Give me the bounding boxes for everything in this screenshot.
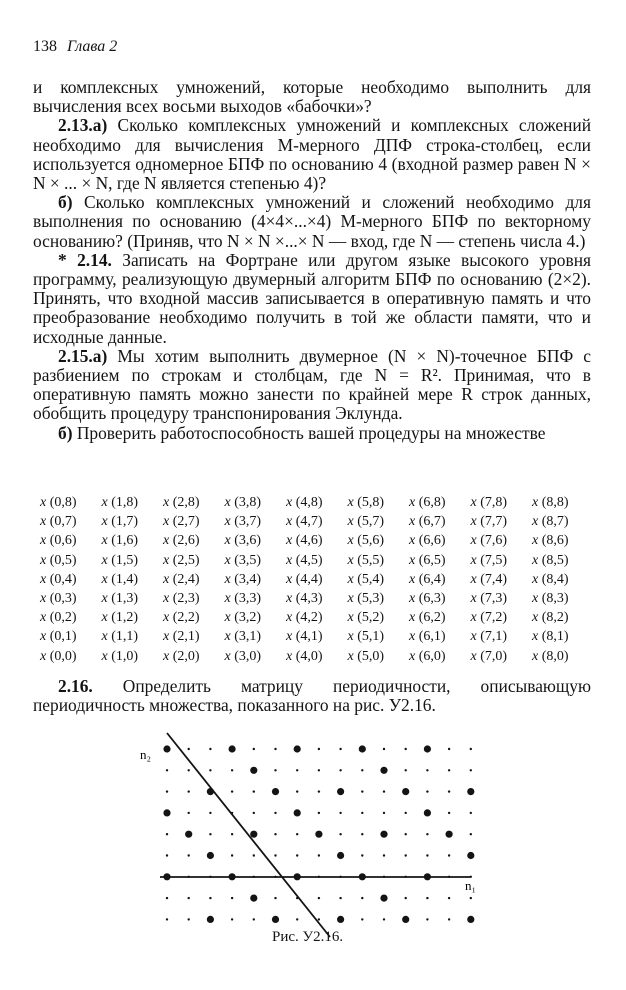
matrix-cell: x (2,3): [163, 591, 200, 607]
matrix-cell: x (8,5): [532, 552, 569, 568]
matrix-cell: x (7,3): [470, 591, 508, 607]
lattice-point-small: [405, 812, 407, 814]
lattice-point-large: [467, 916, 474, 923]
lattice-point-large: [359, 745, 366, 752]
matrix-cell: x (3,4): [224, 571, 262, 587]
n2-axis-label: n₂: [140, 747, 152, 762]
matrix-cell: x (5,2): [347, 610, 385, 626]
lattice-point-small: [253, 918, 255, 920]
lattice-point-small: [166, 833, 168, 835]
lattice-point-large: [207, 916, 214, 923]
matrix-cell: x (1,2): [101, 610, 139, 626]
lattice-point-small: [448, 812, 450, 814]
matrix-cell: x (4,0): [286, 648, 323, 664]
matrix-cell: x (2,6): [163, 533, 200, 549]
lattice-point-small: [361, 790, 363, 792]
lattice-point-small: [318, 748, 320, 750]
lattice-point-small: [274, 833, 276, 835]
matrix-cell: x (7,4): [470, 571, 508, 587]
lattice-point-small: [383, 790, 385, 792]
lattice-point-large: [380, 895, 387, 902]
matrix-row: [40, 647, 600, 666]
matrix-cell: x (4,3): [286, 591, 323, 607]
lattice-point-small: [166, 918, 168, 920]
matrix-cell: x (5,6): [347, 533, 385, 549]
lattice-point-large: [185, 831, 192, 838]
lattice-point-small: [231, 918, 233, 920]
lattice-point-small: [426, 833, 428, 835]
exercise-2-15a: 2.15.а) Мы хотим выполнить двумерное (N × N)-точечное БПФ с разбиением по строкам и столбцам, где N = R². Принимая, что в оперативную память можно занести по крайней мере R строк данных, обобщить процедуру транспонирования Эклунда.: [33, 345, 591, 424]
lattice-point-small: [209, 897, 211, 899]
lattice-point-small: [405, 748, 407, 750]
matrix-cell: x (3,6): [224, 533, 262, 549]
matrix-cell: x (5,8): [347, 495, 385, 510]
matrix-row: [40, 627, 600, 646]
lattice-point-small: [361, 918, 363, 920]
lattice-point-small: [166, 769, 168, 771]
lattice-point-small: [339, 748, 341, 750]
matrix-cell: x (3,2): [224, 610, 262, 626]
matrix-cell: x (0,2): [40, 610, 77, 626]
lattice-point-small: [361, 854, 363, 856]
matrix-cell: x (8,0): [532, 648, 569, 664]
exercise-2-16: 2.16. Определить матрицу периодичности, описывающую периодичность множества, показанного на рис. У2.16.: [33, 676, 591, 716]
lattice-point-large: [424, 809, 431, 816]
matrix-cell: x (1,0): [101, 648, 139, 664]
paragraph-intro: и комплексных умножений, которые необходимо выполнить для вычисления всех восьми выходов «бабочки»?: [33, 77, 591, 117]
lattice-point-large: [229, 745, 236, 752]
matrix-cell: x (5,7): [347, 514, 385, 530]
matrix-cell: x (2,5): [163, 552, 200, 568]
lattice-point-small: [296, 833, 298, 835]
matrix-cell: x (3,1): [224, 629, 262, 645]
matrix-cell: x (7,1): [470, 629, 508, 645]
matrix-cell: x (8,2): [532, 610, 569, 626]
lattice-point-small: [318, 812, 320, 814]
matrix-row: [40, 608, 600, 627]
matrix-row: [40, 493, 600, 512]
text-block-top: [33, 78, 591, 443]
lattice-point-small: [274, 769, 276, 771]
lattice-point-small: [426, 790, 428, 792]
matrix-cell: x (5,1): [347, 629, 385, 645]
lattice-point-small: [166, 897, 168, 899]
matrix-cell: x (1,4): [101, 571, 139, 587]
lattice-point-large: [337, 916, 344, 923]
lattice-point-small: [209, 769, 211, 771]
lattice-point-small: [405, 833, 407, 835]
matrix-cell: x (0,4): [40, 571, 77, 587]
matrix-cell: x (3,3): [224, 591, 262, 607]
lattice-point-small: [361, 897, 363, 899]
lattice-point-small: [361, 769, 363, 771]
lattice-point-small: [383, 918, 385, 920]
lattice-point-small: [188, 897, 190, 899]
matrix-cell: x (6,1): [409, 629, 446, 645]
lattice-point-small: [274, 748, 276, 750]
lattice-point-small: [188, 918, 190, 920]
page-number: 138: [33, 38, 57, 55]
lattice-point-large: [294, 809, 301, 816]
lattice-point-large: [163, 809, 170, 816]
lattice-point-small: [339, 769, 341, 771]
lattice-point-small: [405, 897, 407, 899]
lattice-point-small: [296, 854, 298, 856]
chapter-title: Глава 2: [67, 38, 118, 55]
matrix-cell: x (7,8): [470, 495, 508, 510]
lattice-point-small: [209, 748, 211, 750]
matrix-cell: x (4,6): [286, 533, 323, 549]
matrix-cell: x (1,1): [101, 629, 139, 645]
lattice-point-small: [188, 854, 190, 856]
matrix-cell: x (8,8): [532, 495, 569, 510]
lattice-point-small: [405, 769, 407, 771]
matrix-cell: x (3,7): [224, 514, 262, 530]
lattice-point-small: [448, 918, 450, 920]
lattice-point-large: [272, 916, 279, 923]
lattice-point-small: [296, 790, 298, 792]
matrix-cell: x (8,4): [532, 571, 569, 587]
matrix-row: [40, 551, 600, 570]
lattice-point-small: [166, 854, 168, 856]
lattice-point-small: [448, 769, 450, 771]
matrix-cell: x (0,1): [40, 629, 77, 645]
matrix-cell: x (6,5): [409, 552, 446, 568]
matrix-cell: x (6,6): [409, 533, 446, 549]
lattice-point-small: [274, 854, 276, 856]
lattice-point-large: [207, 852, 214, 859]
lattice-point-small: [274, 812, 276, 814]
lattice-point-small: [209, 833, 211, 835]
lattice-point-small: [188, 790, 190, 792]
lattice-point-small: [339, 897, 341, 899]
lattice-point-small: [383, 812, 385, 814]
matrix-cell: x (6,0): [409, 648, 446, 664]
matrix-cell: x (8,1): [532, 629, 569, 645]
lattice-point-large: [380, 831, 387, 838]
lattice-point-large: [424, 745, 431, 752]
lattice-point-small: [470, 833, 472, 835]
lattice-point-small: [426, 769, 428, 771]
exercise-2-13b: б) Сколько комплексных умножений и сложений необходимо для выполнения по основанию (4×4×...×4) M-мерного БПФ по векторному основанию? (Приняв, что N × N ×...× N — вход, где N — степень числа 4.): [33, 192, 591, 251]
lattice-point-small: [383, 748, 385, 750]
lattice-point-small: [318, 769, 320, 771]
lattice-point-small: [253, 748, 255, 750]
matrix-row: [40, 570, 600, 589]
matrix-cell: x (7,2): [470, 610, 508, 626]
lattice-point-large: [402, 788, 409, 795]
matrix-cell: x (2,4): [163, 571, 200, 587]
data-matrix: [40, 493, 600, 666]
matrix-cell: x (6,7): [409, 514, 446, 530]
matrix-cell: x (6,3): [409, 591, 446, 607]
lattice-point-small: [405, 854, 407, 856]
lattice-point-small: [470, 748, 472, 750]
lattice-point-large: [467, 852, 474, 859]
matrix-cell: x (3,0): [224, 648, 262, 664]
matrix-cell: x (1,6): [101, 533, 139, 549]
exercise-2-13a: 2.13.а) Сколько комплексных умножений и комплексных сложений необходимо для вычисления M-мерного ДПФ строка-столбец, если используется одномерное БПФ по основанию 4 (входной размер равен N × N × ... × N, где N является степенью 4)?: [33, 115, 591, 194]
lattice-point-large: [380, 767, 387, 774]
lattice-point-large: [315, 831, 322, 838]
lattice-point-large: [446, 831, 453, 838]
lattice-point-small: [296, 918, 298, 920]
matrix-cell: x (0,5): [40, 552, 77, 568]
matrix-cell: x (2,7): [163, 514, 200, 530]
lattice-point-small: [470, 897, 472, 899]
lattice-point-small: [318, 790, 320, 792]
lattice-point-large: [250, 767, 257, 774]
matrix-cell: x (4,8): [286, 495, 323, 510]
lattice-point-small: [296, 769, 298, 771]
matrix-row: [40, 589, 600, 608]
lattice-point-small: [231, 833, 233, 835]
lattice-point-large: [272, 788, 279, 795]
matrix-cell: x (4,1): [286, 629, 323, 645]
text-block-bottom: [33, 677, 591, 715]
matrix-cell: x (1,8): [101, 495, 139, 510]
n1-axis-label: n₁: [465, 878, 477, 893]
lattice-point-small: [426, 897, 428, 899]
matrix-cell: x (5,3): [347, 591, 385, 607]
matrix-cell: x (4,5): [286, 552, 323, 568]
matrix-cell: x (2,0): [163, 648, 200, 664]
matrix-cell: x (6,8): [409, 495, 446, 510]
matrix-cell: x (5,4): [347, 571, 385, 587]
matrix-cell: x (7,6): [470, 533, 508, 549]
lattice-point-small: [361, 812, 363, 814]
matrix-cell: x (2,1): [163, 629, 200, 645]
lattice-point-small: [253, 790, 255, 792]
lattice-point-small: [231, 769, 233, 771]
lattice-point-small: [448, 748, 450, 750]
lattice-point-large: [294, 745, 301, 752]
matrix-cell: x (6,2): [409, 610, 446, 626]
lattice-point-large: [337, 852, 344, 859]
lattice-point-small: [448, 854, 450, 856]
exercise-2-14: * 2.14. Записать на Фортране или другом языке высокого уровня программу, реализующую двумерный алгоритм БПФ по основанию (2×2). Принять, что входной массив записывается в оперативную память и что преобразование необходимо получить в той же области памяти, что и исходные данные.: [33, 249, 591, 347]
lattice-point-small: [253, 812, 255, 814]
lattice-point-small: [470, 769, 472, 771]
lattice-point-large: [250, 831, 257, 838]
lattice-point-small: [426, 854, 428, 856]
lattice-points: [163, 745, 477, 923]
matrix-cell: x (0,0): [40, 648, 77, 664]
lattice-point-small: [274, 897, 276, 899]
lattice-point-small: [231, 854, 233, 856]
matrix-cell: x (1,3): [101, 591, 139, 607]
matrix-cell: x (7,5): [470, 552, 508, 568]
matrix-cell: x (3,5): [224, 552, 262, 568]
lattice-point-small: [166, 790, 168, 792]
matrix-cell: x (7,7): [470, 514, 508, 530]
matrix-cell: x (8,7): [532, 514, 569, 530]
matrix-cell: x (0,6): [40, 533, 77, 549]
lattice-point-small: [318, 854, 320, 856]
lattice-point-small: [318, 897, 320, 899]
lattice-point-small: [339, 833, 341, 835]
exercise-2-15b: б) Проверить работоспособность вашей процедуры на множестве: [58, 422, 546, 443]
figure-caption: Рис. У2.16.: [272, 929, 344, 945]
lattice-point-small: [470, 812, 472, 814]
matrix-cell: x (7,0): [470, 648, 508, 664]
lattice-point-small: [448, 790, 450, 792]
lattice-point-small: [209, 812, 211, 814]
matrix-cell: x (2,8): [163, 495, 200, 510]
lattice-point-large: [337, 788, 344, 795]
matrix-cell: x (4,4): [286, 571, 323, 587]
lattice-point-small: [361, 833, 363, 835]
lattice-point-small: [339, 812, 341, 814]
lattice-point-small: [188, 812, 190, 814]
matrix-cell: x (0,8): [40, 495, 77, 510]
matrix-cell: x (2,2): [163, 610, 200, 626]
matrix-row: [40, 531, 600, 550]
lattice-point-large: [402, 916, 409, 923]
lattice-point-small: [448, 897, 450, 899]
matrix-cell: x (6,4): [409, 571, 446, 587]
matrix-cell: x (5,5): [347, 552, 385, 568]
lattice-point-small: [231, 790, 233, 792]
lattice-point-small: [231, 897, 233, 899]
lattice-point-large: [250, 895, 257, 902]
matrix-cell: x (0,3): [40, 591, 77, 607]
lattice-point-small: [253, 854, 255, 856]
matrix-cell: x (3,8): [224, 495, 262, 510]
periodic-lattice-figure: [140, 727, 485, 952]
matrix-cell: x (1,7): [101, 514, 139, 530]
matrix-cell: x (1,5): [101, 552, 139, 568]
lattice-point-small: [318, 918, 320, 920]
lattice-point-large: [163, 745, 170, 752]
lattice-point-small: [188, 769, 190, 771]
matrix-row: [40, 512, 600, 531]
matrix-cell: x (8,6): [532, 533, 569, 549]
matrix-cell: x (8,3): [532, 591, 569, 607]
lattice-point-small: [426, 918, 428, 920]
matrix-cell: x (4,7): [286, 514, 323, 530]
page-header: [33, 38, 117, 56]
matrix-cell: x (0,7): [40, 514, 77, 530]
lattice-point-large: [467, 788, 474, 795]
matrix-cell: x (4,2): [286, 610, 323, 626]
lattice-point-small: [383, 854, 385, 856]
lattice-point-small: [188, 748, 190, 750]
matrix-cell: x (5,0): [347, 648, 385, 664]
